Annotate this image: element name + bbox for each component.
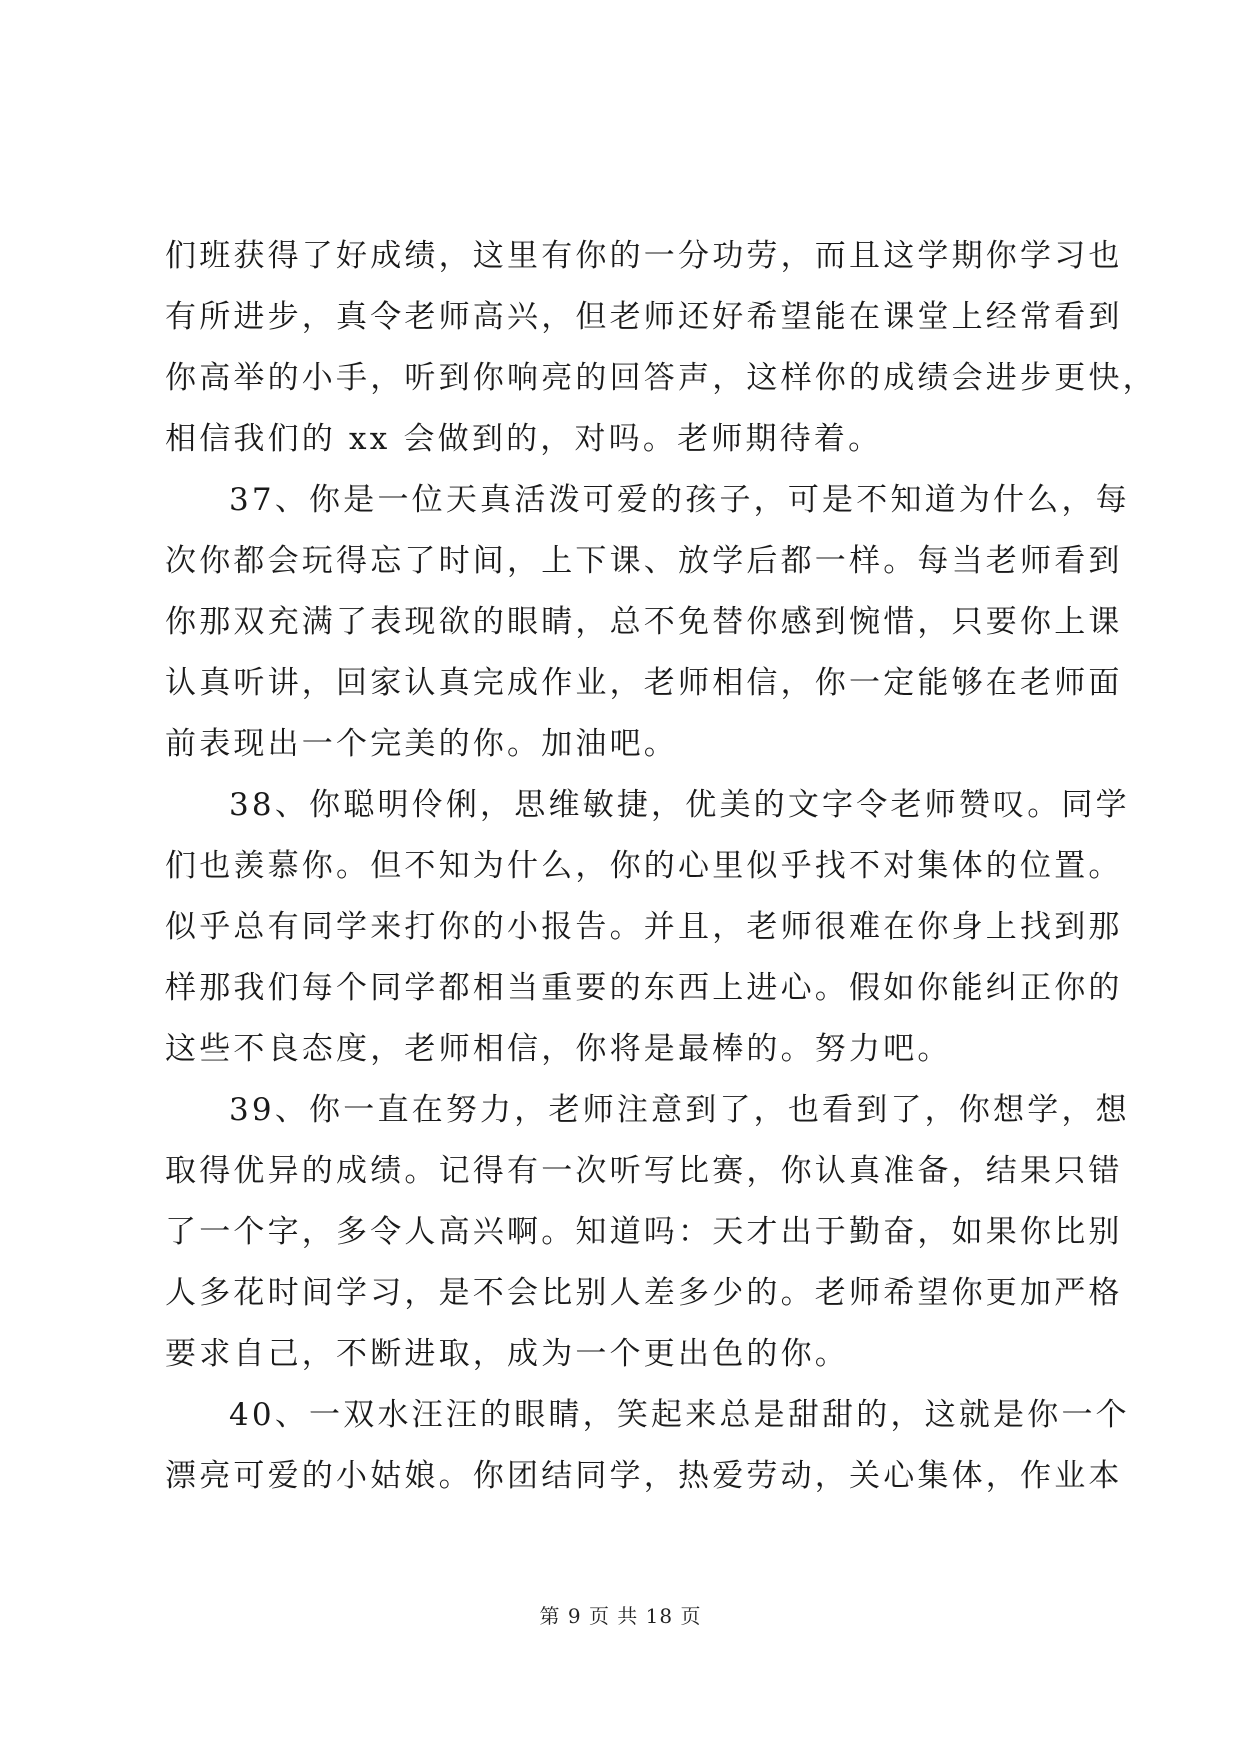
- text-line: 了一个字，多令人高兴啊。知道吗：天才出于勤奋，如果你比别: [165, 1214, 1123, 1250]
- page-number-footer: 第 9 页 共 18 页: [539, 1604, 702, 1628]
- text-line: 取得优异的成绩。记得有一次听写比赛，你认真准备，结果只错: [165, 1153, 1123, 1189]
- paragraph-37-first-line: 37、你是一位天真活泼可爱的孩子，可是不知道为什么，每: [229, 482, 1130, 518]
- text-line: 这些不良态度，老师相信，你将是最棒的。努力吧。: [165, 1031, 952, 1067]
- text-line: 你那双充满了表现欲的眼睛，总不免替你感到惋惜，只要你上课: [165, 604, 1123, 640]
- text-line: 前表现出一个完美的你。加油吧。: [165, 726, 678, 762]
- text-line: 样那我们每个同学都相当重要的东西上进心。假如你能纠正你的: [165, 970, 1123, 1006]
- paragraph-39-first-line: 39、你一直在努力，老师注意到了，也看到了，你想学，想: [229, 1092, 1130, 1128]
- document-body: [165, 226, 1157, 1507]
- paragraph-38-first-line: 38、你聪明伶俐，思维敏捷，优美的文字令老师赞叹。同学: [229, 787, 1130, 823]
- text-line: 们也羡慕你。但不知为什么，你的心里似乎找不对集体的位置。: [165, 848, 1123, 884]
- text-line: 相信我们的 xx 会做到的，对吗。老师期待着。: [165, 421, 883, 457]
- paragraph-40-first-line: 40、一双水汪汪的眼睛，笑起来总是甜甜的，这就是你一个: [229, 1397, 1130, 1433]
- text-line: 有所进步，真令老师高兴，但老师还好希望能在课堂上经常看到: [165, 299, 1123, 335]
- text-line: 认真听讲，回家认真完成作业，老师相信，你一定能够在老师面: [165, 665, 1123, 701]
- text-line: 要求自己，不断进取，成为一个更出色的你。: [165, 1336, 849, 1372]
- text-line: 次你都会玩得忘了时间，上下课、放学后都一样。每当老师看到: [165, 543, 1123, 579]
- text-line: 们班获得了好成绩，这里有你的一分功劳，而且这学期你学习也: [165, 238, 1123, 274]
- text-line: 你高举的小手，听到你响亮的回答声，这样你的成绩会进步更快，: [165, 360, 1157, 396]
- text-line: 人多花时间学习，是不会比别人差多少的。老师希望你更加严格: [165, 1275, 1123, 1311]
- text-line: 似乎总有同学来打你的小报告。并且，老师很难在你身上找到那: [165, 909, 1123, 945]
- text-line: 漂亮可爱的小姑娘。你团结同学，热爱劳动，关心集体，作业本: [165, 1458, 1123, 1494]
